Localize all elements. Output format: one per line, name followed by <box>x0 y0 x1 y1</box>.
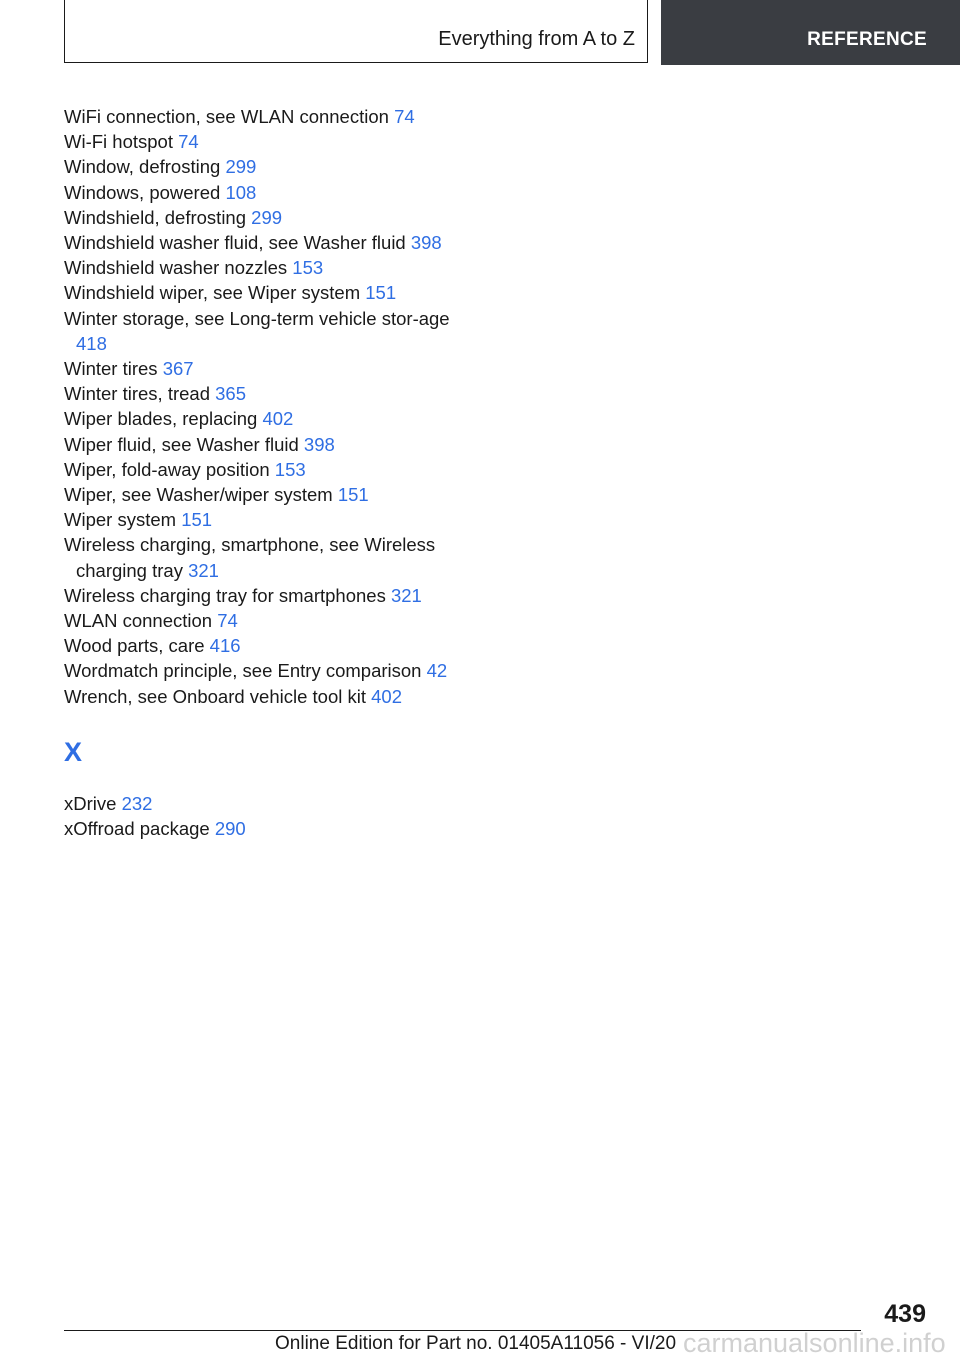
page-link[interactable]: 299 <box>225 156 257 178</box>
page-link[interactable]: 398 <box>303 433 335 455</box>
header-chapter-title: Everything from A to Z <box>438 28 635 50</box>
index-entry: Wordmatch principle, see Entry comparison 42 <box>64 660 448 682</box>
index-entry: Wi-Fi hotspot 74 <box>64 131 199 153</box>
page-link[interactable]: 151 <box>365 282 397 304</box>
page-link[interactable]: 153 <box>274 458 306 480</box>
page-link[interactable]: 321 <box>188 559 219 581</box>
page-link[interactable]: 299 <box>251 206 283 228</box>
page-link[interactable]: 365 <box>215 383 247 405</box>
header-section-tab <box>661 0 960 65</box>
index-entry: Windows, powered 108 <box>64 181 257 203</box>
page-link[interactable]: 290 <box>214 818 246 840</box>
index-entry: Windshield, defrosting 299 <box>64 206 283 228</box>
index-entry: Wiper fluid, see Washer fluid 398 <box>64 433 335 455</box>
page-link[interactable]: 74 <box>217 610 238 632</box>
index-entry: Window, defrosting 299 <box>64 156 257 178</box>
page-link[interactable]: 151 <box>181 509 213 531</box>
page-link[interactable]: 42 <box>426 660 448 682</box>
index-entry: Windshield washer nozzles 153 <box>64 257 324 279</box>
index-entry: WiFi connection, see WLAN connection 74 <box>64 106 415 127</box>
watermark: carmanualsonline.info <box>683 1328 946 1358</box>
index-entry: WLAN connection 74 <box>64 610 238 632</box>
letter-heading-x: X <box>64 736 83 767</box>
index-entry: Wiper system 151 <box>64 509 213 531</box>
index-entry: Wiper, fold-away position 153 <box>64 458 306 480</box>
page-link[interactable]: 321 <box>390 584 422 606</box>
index-entry: Wrench, see Onboard vehicle tool kit 402 <box>64 685 402 707</box>
index-entry: Wiper, see Washer/wiper system 151 <box>64 484 369 506</box>
index-entry: xOffroad package 290 <box>64 818 246 840</box>
page-link[interactable]: 151 <box>337 484 369 506</box>
index-entry: Winter storage, see Long-term vehicle stor‑age 418 <box>64 307 450 354</box>
index-entry: Winter tires, tread 365 <box>64 383 247 405</box>
index-entry: xDrive 232 <box>64 792 153 814</box>
page-link[interactable]: 398 <box>410 232 442 254</box>
page-link[interactable]: 74 <box>178 131 199 153</box>
index-entry: Winter tires 367 <box>64 358 194 380</box>
header-section-label: REFERENCE <box>807 29 927 50</box>
page-link[interactable]: 402 <box>371 685 402 707</box>
page-link[interactable]: 367 <box>162 358 194 380</box>
page-link[interactable]: 153 <box>292 257 324 279</box>
index-entry: Windshield washer fluid, see Washer fluid 398 <box>64 232 442 254</box>
page-link[interactable]: 108 <box>225 181 257 203</box>
page-number: 439 <box>884 1300 926 1328</box>
index-entry: Wireless charging, smartphone, see Wireless charging tray 321 <box>64 534 436 581</box>
index-entry: Windshield wiper, see Wiper system 151 <box>64 282 397 304</box>
page-link[interactable]: 74 <box>394 106 415 127</box>
page-link[interactable]: 232 <box>121 792 153 814</box>
header-chapter-box <box>64 0 648 63</box>
page-link[interactable]: 416 <box>209 635 241 657</box>
page-link[interactable]: 418 <box>76 332 107 354</box>
page-link[interactable]: 402 <box>262 408 294 430</box>
index-list <box>64 104 484 841</box>
footer-edition: Online Edition for Part no. 01405A11056 - VI/20 <box>275 1333 677 1354</box>
index-entry: Wood parts, care 416 <box>64 635 241 657</box>
index-entry: Wireless charging tray for smartphones 321 <box>64 584 422 606</box>
index-entry: Wiper blades, replacing 402 <box>64 408 294 430</box>
